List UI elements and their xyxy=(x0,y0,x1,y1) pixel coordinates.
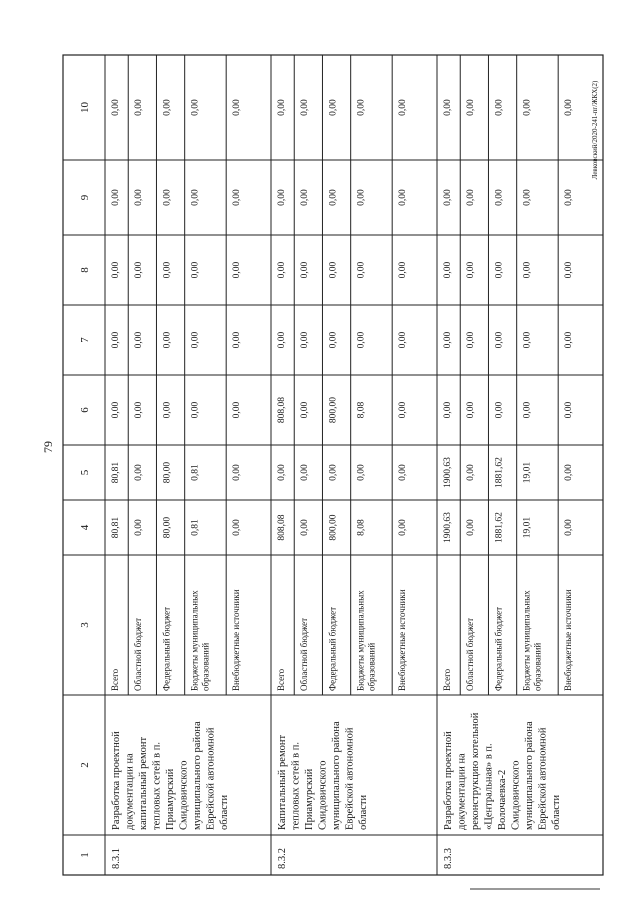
amount-cell: 0,00 xyxy=(162,261,173,279)
amount-cell: 0,00 xyxy=(134,519,145,536)
amount-cell: 0,00 xyxy=(328,99,339,116)
funding-source-label: Всего xyxy=(110,668,120,691)
amount-cell: 0,00 xyxy=(328,331,339,349)
amount-cell: 1881,62 xyxy=(494,512,505,543)
amount-cell: 0,00 xyxy=(564,331,575,349)
amount-cell: 0,00 xyxy=(300,331,311,349)
amount-cell: 0,00 xyxy=(564,189,575,206)
amount-cell: 0,00 xyxy=(398,261,409,279)
funding-source-label: Всего xyxy=(276,668,286,691)
amount-cell: 0,00 xyxy=(443,99,453,116)
amount-cell: 0,00 xyxy=(190,401,201,419)
amount-cell: 0,00 xyxy=(398,519,409,536)
amount-cell: 0,00 xyxy=(443,331,453,349)
amount-cell: 0,00 xyxy=(564,519,575,536)
amount-cell: 80,81 xyxy=(111,516,121,539)
funding-source-label: Федеральный бюджет xyxy=(327,606,338,691)
amount-cell: 800,00 xyxy=(328,514,339,541)
amount-cell: 0,00 xyxy=(300,464,311,481)
amount-cell: 0,00 xyxy=(162,189,173,206)
funding-source-label: Областной бюджет xyxy=(133,617,144,691)
amount-cell: 0,00 xyxy=(328,261,339,279)
amount-cell: 0,00 xyxy=(111,99,121,116)
amount-cell: 19,01 xyxy=(522,516,533,539)
amount-cell: 0,00 xyxy=(300,261,311,279)
amount-cell: 0,00 xyxy=(494,331,505,349)
section-id: 8.3.2 xyxy=(277,848,288,869)
funding-source-label: Бюджеты муниципальныхобразований xyxy=(189,590,211,691)
amount-cell: 808,08 xyxy=(277,396,287,424)
funding-source-label: Бюджеты муниципальныхобразований xyxy=(521,590,543,691)
amount-cell: 0,00 xyxy=(443,261,453,279)
amount-cell: 0,00 xyxy=(398,99,409,116)
amount-cell: 0,00 xyxy=(466,331,477,349)
amount-cell: 0,00 xyxy=(494,99,505,116)
amount-cell: 0,00 xyxy=(111,261,121,279)
amount-cell: 0,00 xyxy=(356,99,367,116)
amount-cell: 0,00 xyxy=(466,261,477,279)
funding-source-label: Всего xyxy=(442,668,452,691)
table-body xyxy=(110,99,574,869)
section-id: 8.3.3 xyxy=(443,848,454,869)
amount-cell: 0,00 xyxy=(232,189,243,206)
amount-cell: 0,00 xyxy=(111,189,121,206)
column-header-row xyxy=(79,102,91,858)
amount-cell: 0,00 xyxy=(232,519,243,536)
amount-cell: 0,00 xyxy=(564,401,575,419)
section-id: 8.3.1 xyxy=(111,848,122,869)
column-header: 8 xyxy=(79,267,91,273)
section-name: Разработка проектной документации на капитальный ремонт тепловых сетей в п. Приамурский Смидовичского муниципального района Еврейской автономной области xyxy=(111,721,230,830)
amount-cell: 0,00 xyxy=(277,464,287,481)
amount-cell: 0,00 xyxy=(328,189,339,206)
amount-cell: 0,00 xyxy=(443,401,453,419)
amount-cell: 0,00 xyxy=(300,401,311,419)
amount-cell: 0,00 xyxy=(134,401,145,419)
amount-cell: 1900,63 xyxy=(443,512,453,543)
column-header: 9 xyxy=(79,194,91,201)
amount-cell: 0,00 xyxy=(111,401,121,419)
amount-cell: 0,00 xyxy=(522,401,533,419)
amount-cell: 0,00 xyxy=(494,189,505,206)
column-header: 4 xyxy=(79,524,91,531)
amount-cell: 0,00 xyxy=(277,331,287,349)
budget-table xyxy=(63,55,603,875)
amount-cell: 0,00 xyxy=(494,261,505,279)
column-header: 6 xyxy=(79,407,91,413)
section-name: Капитальный ремонт тепловых сетей в п. Приамурский Смидовичского муниципального района Еврейской автономной области xyxy=(277,721,369,830)
funding-source-label: Внебюджетные источники xyxy=(563,589,574,691)
amount-cell: 0,00 xyxy=(300,519,311,536)
amount-cell: 0,00 xyxy=(398,401,409,419)
section-name: Разработка проектной документации на реконструкцию котельной «Центральная» в п. Волочаевка-2 Смидовичского муниципального района Еврейской автономной области xyxy=(443,712,562,830)
amount-cell: 0,00 xyxy=(190,99,201,116)
amount-cell: 808,08 xyxy=(277,514,287,541)
amount-cell: 0,00 xyxy=(522,189,533,206)
amount-cell: 800,00 xyxy=(328,396,339,424)
funding-source-label: Внебюджетные источники xyxy=(397,589,408,691)
amount-cell: 0,81 xyxy=(190,519,201,536)
amount-cell: 0,00 xyxy=(466,519,477,536)
column-header: 3 xyxy=(79,622,91,628)
amount-cell: 0,00 xyxy=(134,261,145,279)
amount-cell: 0,00 xyxy=(232,464,243,481)
amount-cell: 1900,63 xyxy=(443,457,453,488)
column-header: 2 xyxy=(79,762,91,768)
funding-source-label: Федеральный бюджет xyxy=(493,606,504,691)
amount-cell: 0,00 xyxy=(356,261,367,279)
amount-cell: 0,00 xyxy=(398,189,409,206)
amount-cell: 0,00 xyxy=(522,261,533,279)
amount-cell: 0,00 xyxy=(277,99,287,116)
amount-cell: 0,00 xyxy=(466,464,477,481)
amount-cell: 0,00 xyxy=(232,401,243,419)
amount-cell: 8,08 xyxy=(356,401,367,419)
amount-cell: 0,00 xyxy=(277,261,287,279)
amount-cell: 0,00 xyxy=(356,189,367,206)
amount-cell: 19,01 xyxy=(522,461,533,484)
amount-cell: 0,00 xyxy=(564,99,575,116)
funding-source-label: Внебюджетные источники xyxy=(231,589,242,691)
amount-cell: 0,00 xyxy=(356,331,367,349)
amount-cell: 0,00 xyxy=(232,331,243,349)
amount-cell: 0,00 xyxy=(564,464,575,481)
amount-cell: 0,00 xyxy=(134,189,145,206)
amount-cell: 0,00 xyxy=(134,99,145,116)
column-header: 1 xyxy=(79,852,91,858)
amount-cell: 0,00 xyxy=(190,189,201,206)
amount-cell: 0,00 xyxy=(162,99,173,116)
amount-cell: 0,00 xyxy=(564,261,575,279)
amount-cell: 0,00 xyxy=(232,99,243,116)
column-header: 7 xyxy=(79,337,91,343)
amount-cell: 0,00 xyxy=(398,331,409,349)
amount-cell: 80,00 xyxy=(162,461,173,484)
funding-source-label: Федеральный бюджет xyxy=(161,606,172,691)
amount-cell: 0,00 xyxy=(356,464,367,481)
amount-cell: 0,00 xyxy=(111,331,121,349)
amount-cell: 80,81 xyxy=(111,461,121,484)
amount-cell: 0,00 xyxy=(134,331,145,349)
funding-source-label: Областной бюджет xyxy=(299,617,310,691)
amount-cell: 0,00 xyxy=(494,401,505,419)
amount-cell: 0,00 xyxy=(522,99,533,116)
amount-cell: 80,00 xyxy=(162,516,173,539)
funding-source-label: Областной бюджет xyxy=(465,617,476,691)
amount-cell: 0,00 xyxy=(190,261,201,279)
amount-cell: 0,00 xyxy=(134,464,145,481)
column-header: 10 xyxy=(79,102,91,113)
amount-cell: 0,00 xyxy=(232,261,243,279)
amount-cell: 1881,62 xyxy=(494,457,505,488)
amount-cell: 0,00 xyxy=(398,464,409,481)
amount-cell: 0,81 xyxy=(190,464,201,481)
amount-cell: 0,00 xyxy=(466,189,477,206)
funding-source-label: Бюджеты муниципальныхобразований xyxy=(355,590,377,691)
column-header: 5 xyxy=(79,469,91,476)
amount-cell: 0,00 xyxy=(522,331,533,349)
amount-cell: 0,00 xyxy=(190,331,201,349)
amount-cell: 0,00 xyxy=(466,99,477,116)
amount-cell: 0,00 xyxy=(466,401,477,419)
amount-cell: 0,00 xyxy=(300,99,311,116)
amount-cell: 0,00 xyxy=(328,464,339,481)
amount-cell: 0,00 xyxy=(443,189,453,206)
document-code: Левковский/2020-241-пг/ЖКХ(2) xyxy=(591,80,599,180)
amount-cell: 0,00 xyxy=(162,401,173,419)
amount-cell: 0,00 xyxy=(162,331,173,349)
page-number: 79 xyxy=(41,441,55,453)
amount-cell: 0,00 xyxy=(300,189,311,206)
amount-cell: 0,00 xyxy=(277,189,287,206)
amount-cell: 8,08 xyxy=(356,519,367,536)
